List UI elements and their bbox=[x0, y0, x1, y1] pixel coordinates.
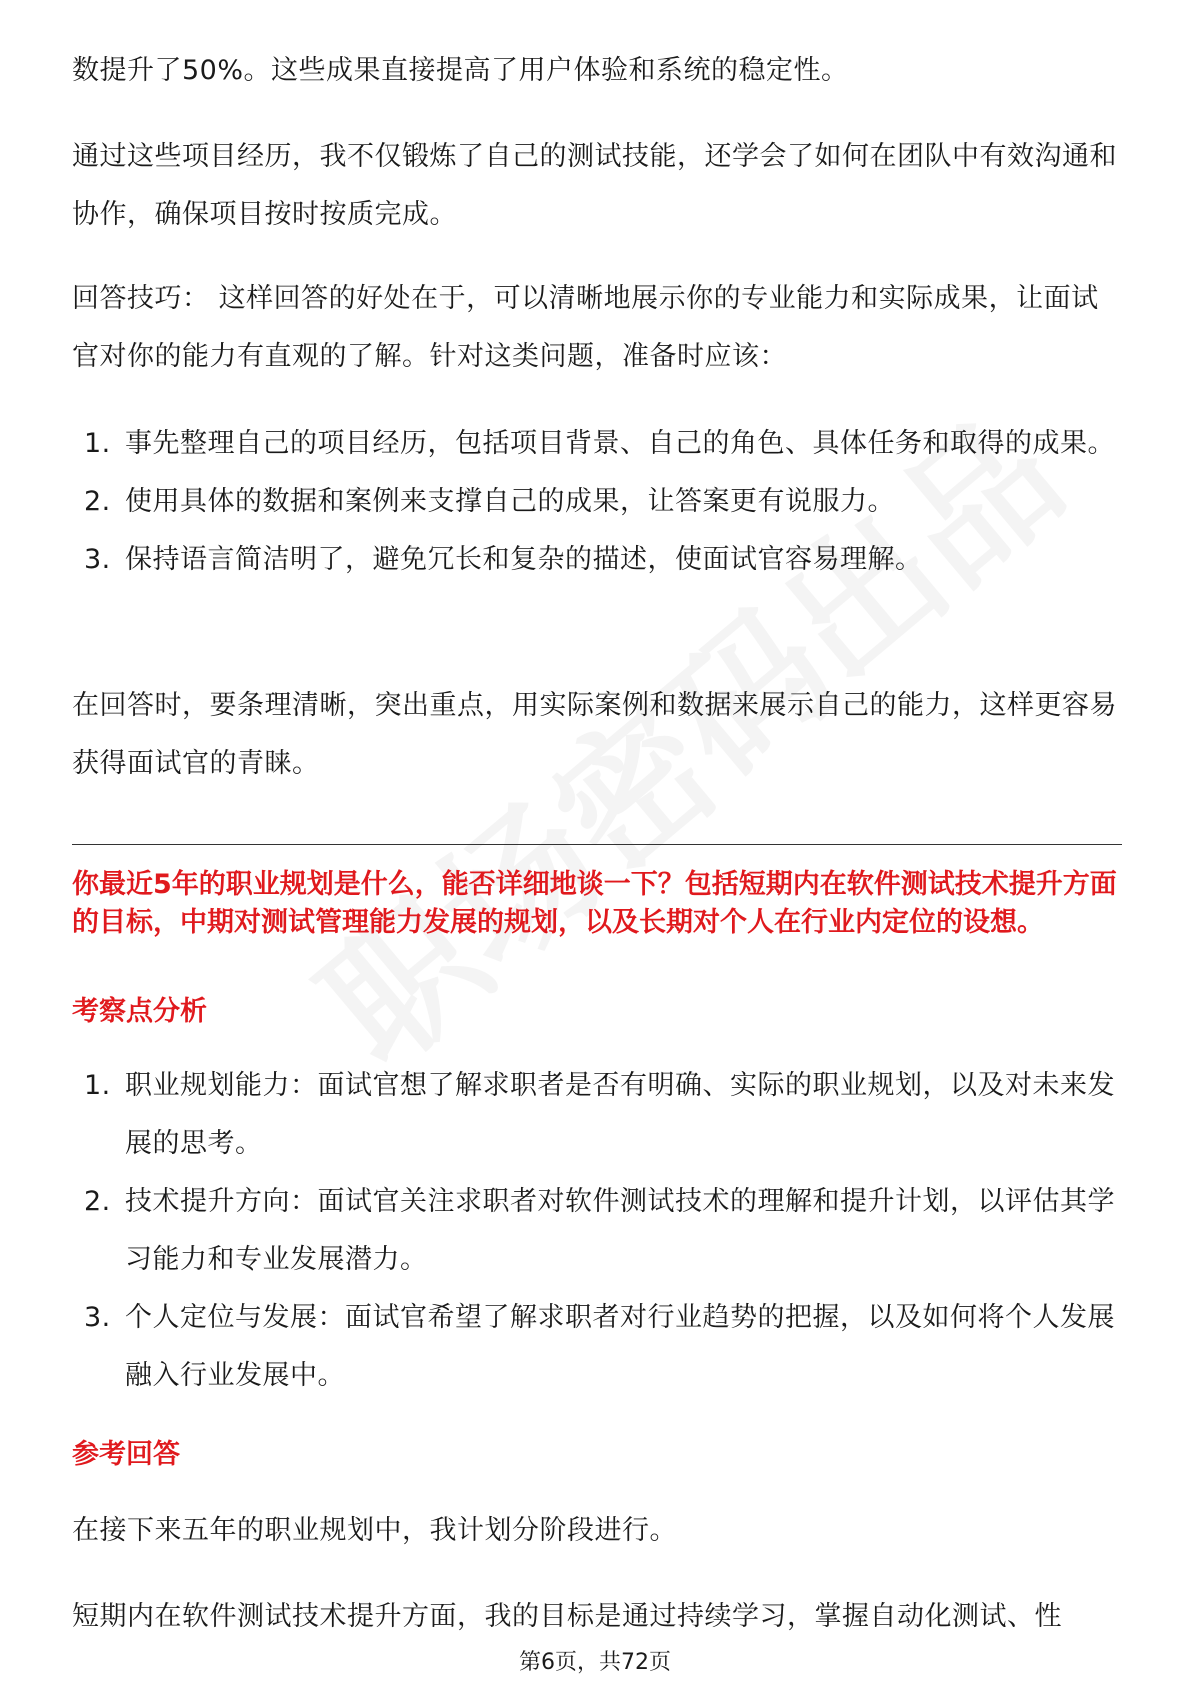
paragraph-experience: 通过这些项目经历，我不仅锻炼了自己的测试技能，还学会了如何在团队中有效沟通和协作，确保项目按时按质完成。 bbox=[72, 141, 1117, 230]
list-item: 2. 技术提升方向：面试官关注求职者对软件测试技术的理解和提升计划，以评估其学习能力和专业发展潜力。 bbox=[84, 1186, 1115, 1275]
list-item: 3. 保持语言简洁明了，避免冗长和复杂的描述，使面试官容易理解。 bbox=[84, 544, 923, 575]
page-footer: 第6页，共72页 bbox=[519, 1650, 671, 1675]
list-item: 3. 个人定位与发展：面试官希望了解求职者对行业趋势的把握，以及如何将个人发展融入行业发展中。 bbox=[84, 1302, 1115, 1391]
list-item: 1. 事先整理自己的项目经历，包括项目背景、自己的角色、具体任务和取得的成果。 bbox=[84, 428, 1115, 459]
heading-answer: 参考回答 bbox=[72, 1439, 180, 1470]
list-item: 2. 使用具体的数据和案例来支撑自己的成果，让答案更有说服力。 bbox=[84, 486, 895, 517]
question-title: 你最近5年的职业规划是什么，能否详细地谈一下？包括短期内在软件测试技术提升方面的目标，中期对测试管理能力发展的规划，以及长期对个人在行业内定位的设想。 bbox=[72, 869, 1117, 938]
paragraph-result: 数提升了50%。这些成果直接提高了用户体验和系统的稳定性。 bbox=[72, 55, 849, 86]
paragraph-summary: 在回答时，要条理清晰，突出重点，用实际案例和数据来展示自己的能力，这样更容易获得面试官的青睐。 bbox=[72, 690, 1117, 779]
paragraph-answer-intro: 在接下来五年的职业规划中，我计划分阶段进行。 bbox=[72, 1515, 677, 1546]
paragraph-answer-tips: 回答技巧： 这样回答的好处在于，可以清晰地展示你的专业能力和实际成果，让面试官对你的能力有直观的了解。针对这类问题，准备时应该： bbox=[72, 283, 1099, 372]
heading-analysis: 考察点分析 bbox=[72, 996, 207, 1027]
list-item: 1. 职业规划能力：面试官想了解求职者是否有明确、实际的职业规划，以及对未来发展的思考。 bbox=[84, 1070, 1115, 1159]
section-divider bbox=[72, 844, 1122, 845]
paragraph-short-term: 短期内在软件测试技术提升方面，我的目标是通过持续学习，掌握自动化测试、性 bbox=[72, 1601, 1062, 1632]
tips-list bbox=[72, 415, 1122, 589]
analysis-list bbox=[72, 1057, 1122, 1405]
